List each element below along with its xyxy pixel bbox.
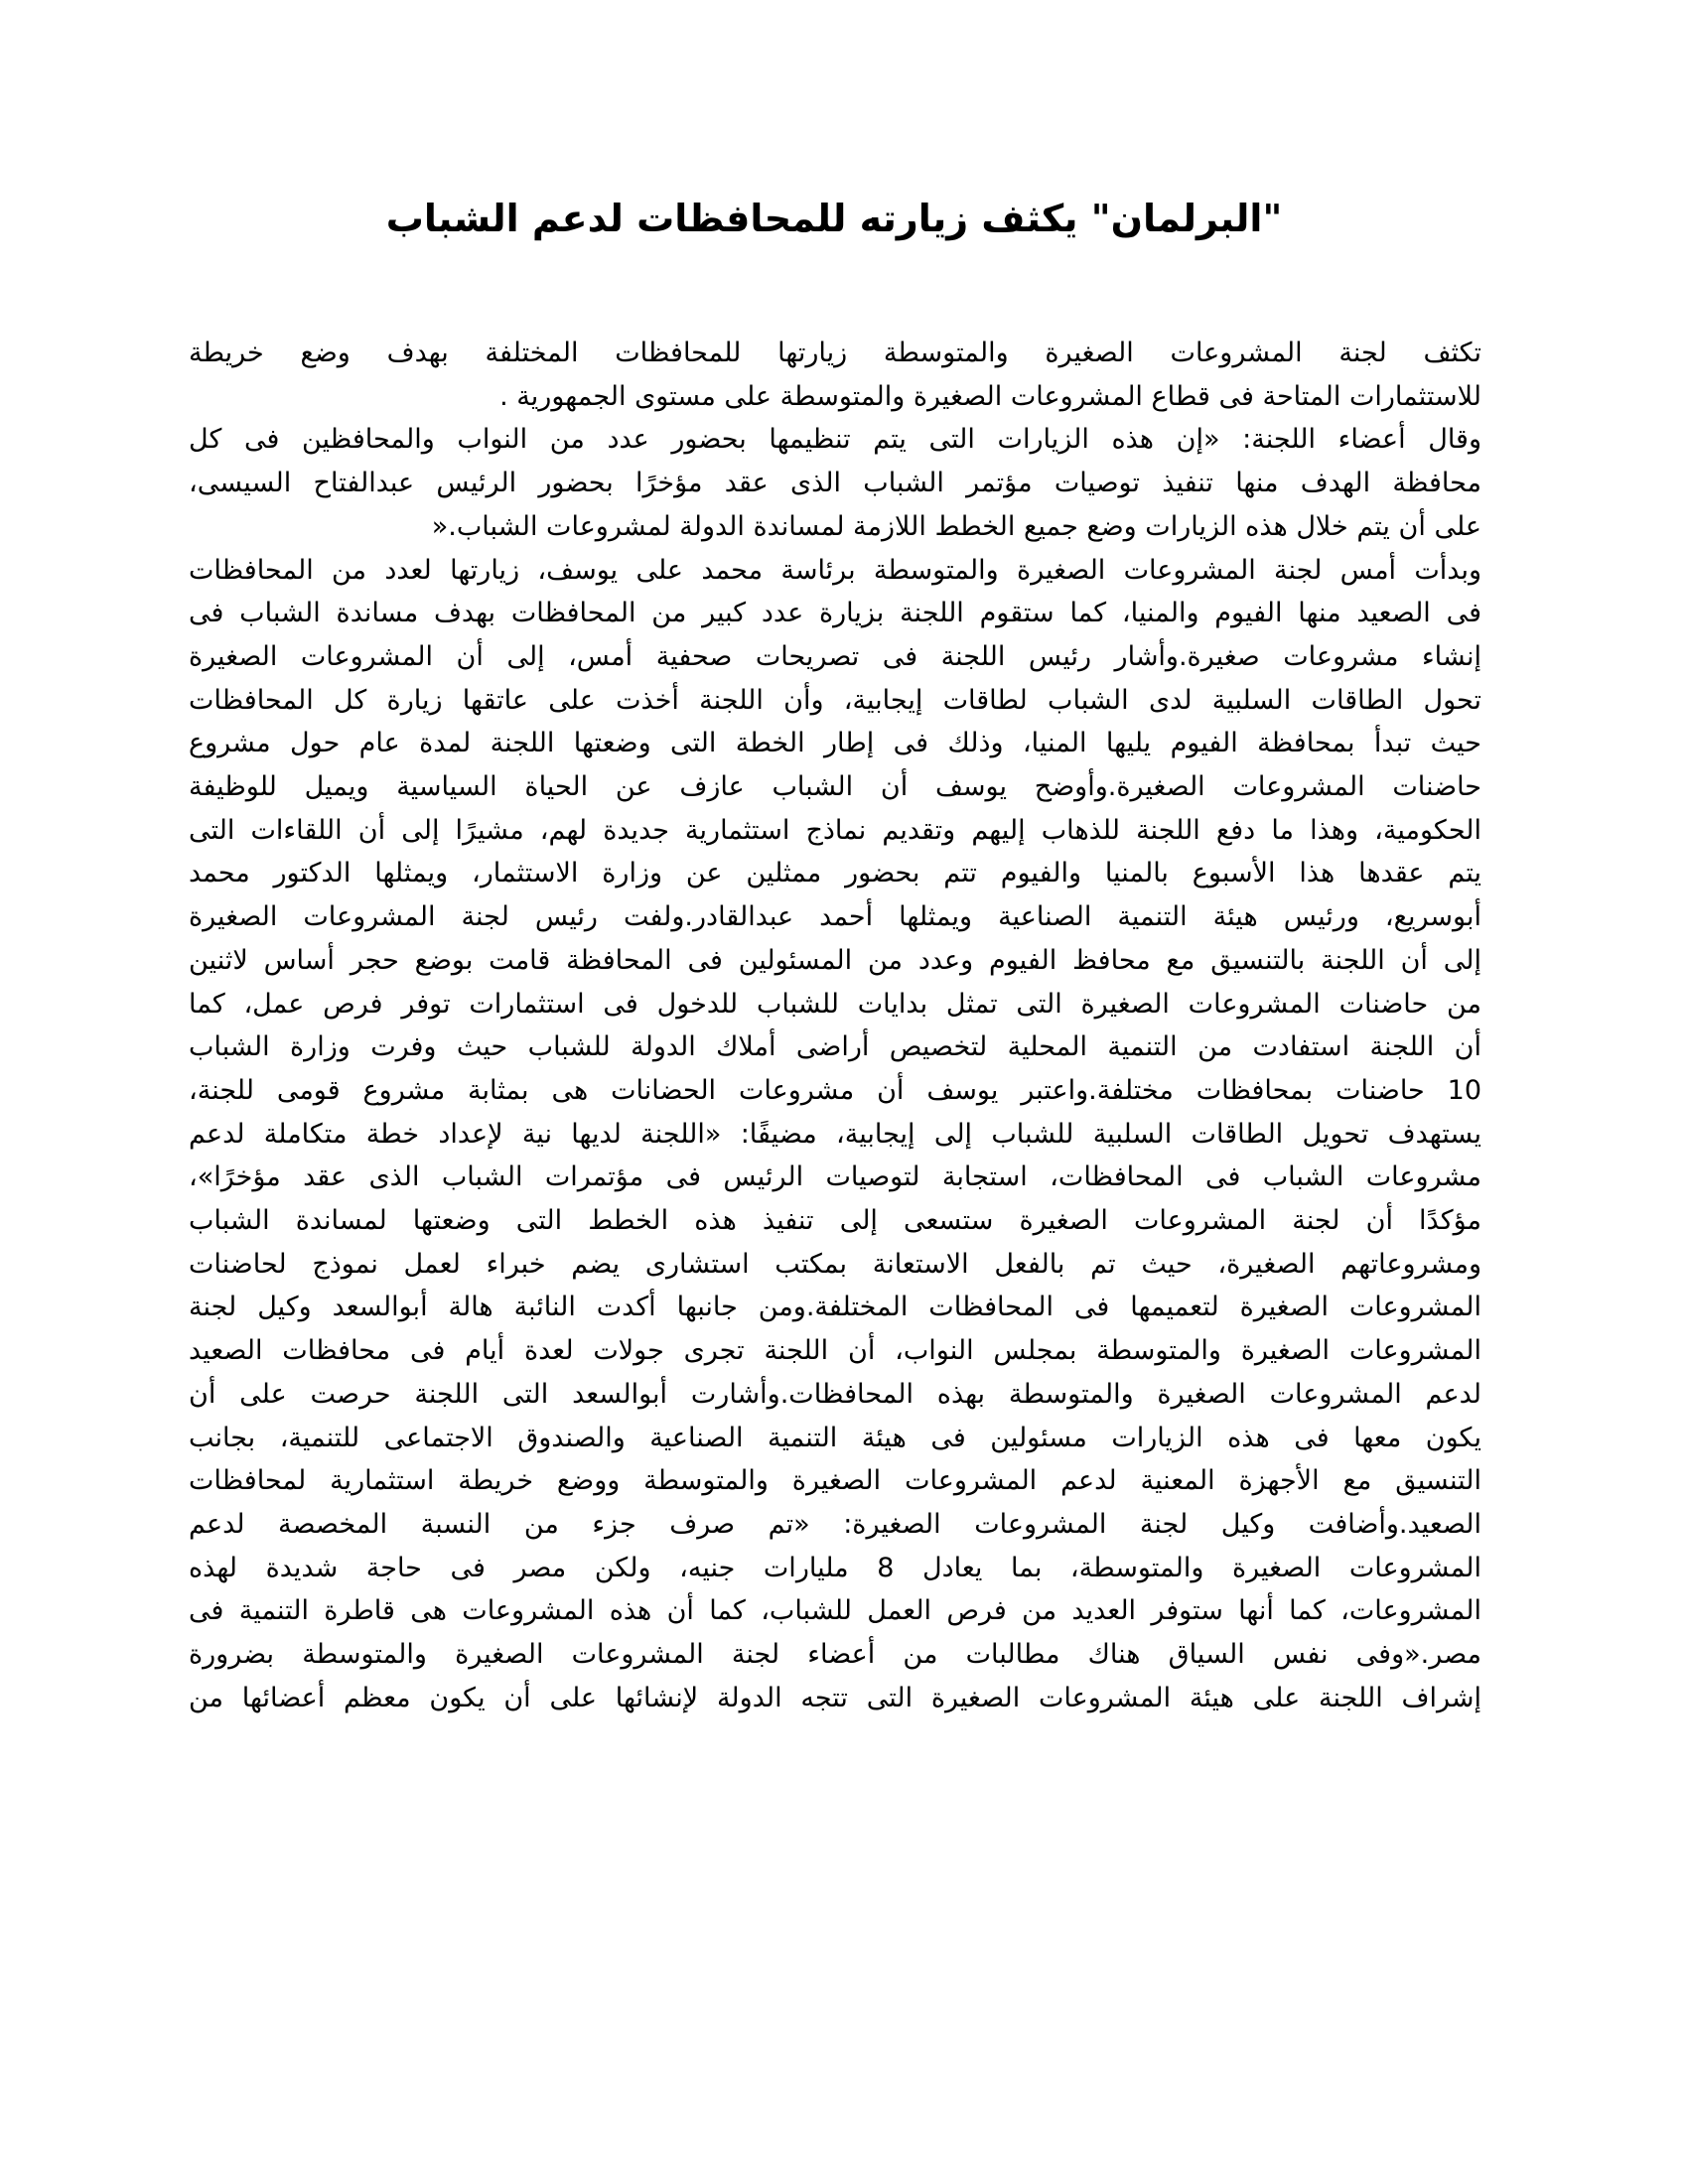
article-line: يتم عقدها هذا الأسبوع بالمنيا والفيوم تتم بحضور ممثلين عن وزارة الاستثمار، ويمثلها الدكتور محمد [189,858,1481,889]
article-line: فى الصعيد منها الفيوم والمنيا، كما ستقوم اللجنة بزيارة عدد كبير من المحافظات بهدف مساندة الشباب فى [189,598,1481,629]
article-line: يستهدف تحويل الطاقات السلبية للشباب إلى إيجابية، مضيفًا: «اللجنة لديها نية لإعداد خطة متكاملة لدعم [189,1118,1481,1150]
article-body [189,332,1481,1720]
article-line: أن اللجنة استفادت من التنمية المحلية لتخصيص أراضى أملاك الدولة للشباب حيث وفرت وزارة الشباب [189,1031,1481,1063]
article-line: الحكومية، وهذا ما دفع اللجنة للذهاب إليهم وتقديم نماذج استثمارية جديدة لهم، مشيرًا إلى أن اللقاءات التى [189,814,1481,846]
article-line: حيث تبدأ بمحافظة الفيوم يليها المنيا، وذلك فى إطار الخطة التى وضعتها اللجنة لمدة عام حول مشروع [189,728,1481,759]
article-line: الصعيد.وأضافت وكيل لجنة المشروعات الصغيرة: «تم صرف جزء من النسبة المخصصة لدعم [189,1508,1481,1540]
article-line: لدعم المشروعات الصغيرة والمتوسطة بهذه المحافظات.وأشارت أبوالسعد التى اللجنة حرصت على أن [189,1378,1481,1410]
article-line: أبوسريع، ورئيس هيئة التنمية الصناعية ويمثلها أحمد عبدالقادر.ولفت رئيس لجنة المشروعات الصغيرة [189,901,1481,933]
article-line: مصر.«وفى نفس السياق هناك مطالبات من أعضاء لجنة المشروعات الصغيرة والمتوسطة بضرورة [189,1639,1481,1671]
article-line: للاستثمارات المتاحة فى قطاع المشروعات الصغيرة والمتوسطة على مستوى الجمهورية . [499,380,1481,412]
article-line: وقال أعضاء اللجنة: «إن هذه الزيارات التى يتم تنظيمها بحضور عدد من النواب والمحافظين فى كل [189,424,1481,456]
article-line: المشروعات الصغيرة لتعميمها فى المحافظات المختلفة.ومن جانبها أكدت النائبة هالة أبوالسعد وكيل لجنة [189,1292,1481,1323]
article-line: ومشروعاتهم الصغيرة، حيث تم بالفعل الاستعانة بمكتب استشارى يضم خبراء لعمل نموذج لحاضنات [189,1248,1481,1280]
article-line: إشراف اللجنة على هيئة المشروعات الصغيرة التى تتجه الدولة لإنشائها على أن يكون معظم أعضائها من [189,1682,1481,1713]
article-line: حاضنات المشروعات الصغيرة.وأوضح يوسف أن الشباب عازف عن الحياة السياسية ويميل للوظيفة [189,771,1481,803]
article-line: تحول الطاقات السلبية لدى الشباب لطاقات إيجابية، وأن اللجنة أخذت على عاتقها زيارة كل المحافظات [189,684,1481,716]
article-line: مؤكدًا أن لجنة المشروعات الصغيرة ستسعى إلى تنفيذ هذه الخطط التى وضعتها لمساندة الشباب [189,1205,1481,1237]
article-line: من حاضنات المشروعات الصغيرة التى تمثل بدايات للشباب للدخول فى استثمارات توفر فرص عمل، كما [189,988,1481,1020]
article-line: تكثف لجنة المشروعات الصغيرة والمتوسطة زيارتها للمحافظات المختلفة بهدف وضع خريطة [189,338,1481,368]
article-line: 10 حاضنات بمحافظات مختلفة.واعتبر يوسف أن مشروعات الحضانات هى بمثابة مشروع قومى للجنة، [189,1074,1481,1106]
article-line: مشروعات الشباب فى المحافظات، استجابة لتوصيات الرئيس فى مؤتمرات الشباب الذى عقد مؤخرًا»، [189,1161,1481,1193]
article-line: المشروعات الصغيرة والمتوسطة، بما يعادل 8 مليارات جنيه، ولكن مصر فى حاجة شديدة لهذه [189,1552,1481,1583]
article-line: إلى أن اللجنة بالتنسيق مع محافظ الفيوم وعدد من المسئولين فى المحافظة قامت بوضع حجر أساس لاثنين [189,944,1481,976]
article-line: المشروعات الصغيرة والمتوسطة بمجلس النواب، أن اللجنة تجرى جولات لعدة أيام فى محافظات الصعيد [189,1335,1481,1367]
article-title: "البرلمان" يكثف زيارته للمحافظات لدعم الشباب [385,197,1283,240]
article-line: يكون معها فى هذه الزيارات مسئولين فى هيئة التنمية الصناعية والصندوق الاجتماعى للتنمية، بجانب [189,1422,1481,1453]
article-line: محافظة الهدف منها تنفيذ توصيات مؤتمر الشباب الذى عقد مؤخرًا بحضور الرئيس عبدالفتاح السيسى، [189,468,1481,499]
article-line: المشروعات، كما أنها ستوفر العديد من فرص العمل للشباب، كما أن هذه المشروعات هى قاطرة التنمية فى [189,1595,1481,1627]
article-line: التنسيق مع الأجهزة المعنية لدعم المشروعات الصغيرة والمتوسطة ووضع خريطة استثمارية لمحافظات [189,1465,1481,1497]
article-line: وبدأت أمس لجنة المشروعات الصغيرة والمتوسطة برئاسة محمد على يوسف، زيارتها لعدد من المحافظات [189,554,1481,586]
article-line: إنشاء مشروعات صغيرة.وأشار رئيس اللجنة فى تصريحات صحفية أمس، إلى أن المشروعات الصغيرة [189,640,1481,672]
article-line: على أن يتم خلال هذه الزيارات وضع جميع الخطط اللازمة لمساندة الدولة لمشروعات الشباب.« [431,510,1481,542]
